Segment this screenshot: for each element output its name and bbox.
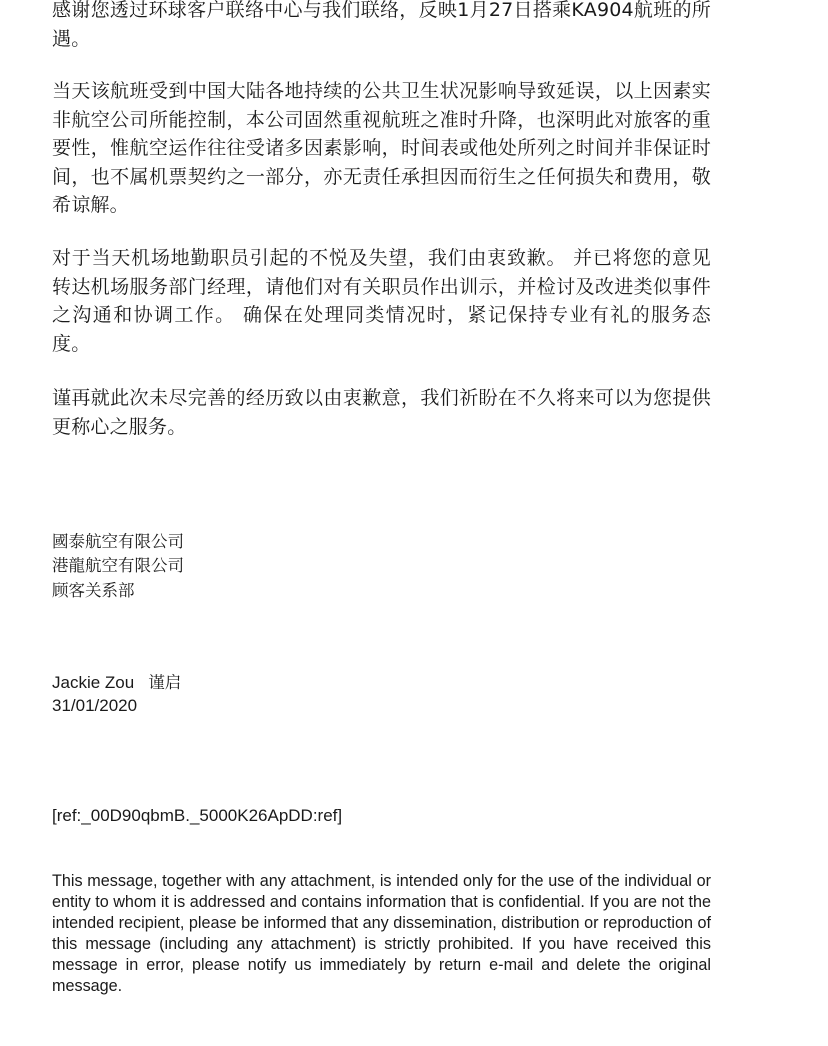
- organization-line-cathay: 國泰航空有限公司: [52, 532, 184, 551]
- letter-paragraph-closing: 谨再就此次未尽完善的经历致以由衷歉意，我们祈盼在不久将来可以为您提供更称心之服务。: [52, 387, 711, 438]
- organization-line-department: 顾客关系部: [52, 581, 135, 600]
- closing-phrase: 谨启: [148, 673, 182, 692]
- letter-paragraph-intro: 感谢您透过环球客户联络中心与我们联络，反映1月27日搭乘KA904航班的所遇。: [52, 0, 711, 50]
- signatory-name: Jackie Zou: [52, 673, 135, 692]
- letter-date: 31/01/2020: [52, 696, 138, 715]
- letter-paragraph-apology: 对于当天机场地勤职员引起的不悦及失望，我们由衷致歉。 并已将您的意见转达机场服务部门经理，请他们对有关职员作出训示，并检讨及改进类似事件之沟通和协调工作。 确保在处理同类情况时，紧记保持专业有礼的服务态度。: [52, 247, 711, 355]
- signature-line: [52, 671, 181, 695]
- organization-line-dragonair: 港龍航空有限公司: [52, 556, 184, 575]
- letter-paragraph-delay-explanation: 当天该航班受到中国大陆各地持续的公共卫生状况影响导致延误，以上因素实非航空公司所能控制，本公司固然重视航班之准时升降，也深明此对旅客的重要性，惟航空运作往往受诸多因素影响，时间表或他处所列之时间并非保证时间，也不属机票契约之一部分，亦无责任承担因而衍生之任何损失和费用，敬希谅解。: [52, 80, 711, 216]
- reference-code: [ref:_00D90qbmB._5000K26ApDD:ref]: [52, 806, 343, 825]
- confidentiality-disclaimer: This message, together with any attachment, is intended only for the use of the individual or entity to whom it is addressed and contains information that is confidential. If you are not the intended recipient, please be informed that any dissemination, distribution or reproduction of this message (including any attachment) is strictly prohibited. If you have received this message in error, please notify us immediately by return e-mail and delete the original message.: [52, 872, 711, 995]
